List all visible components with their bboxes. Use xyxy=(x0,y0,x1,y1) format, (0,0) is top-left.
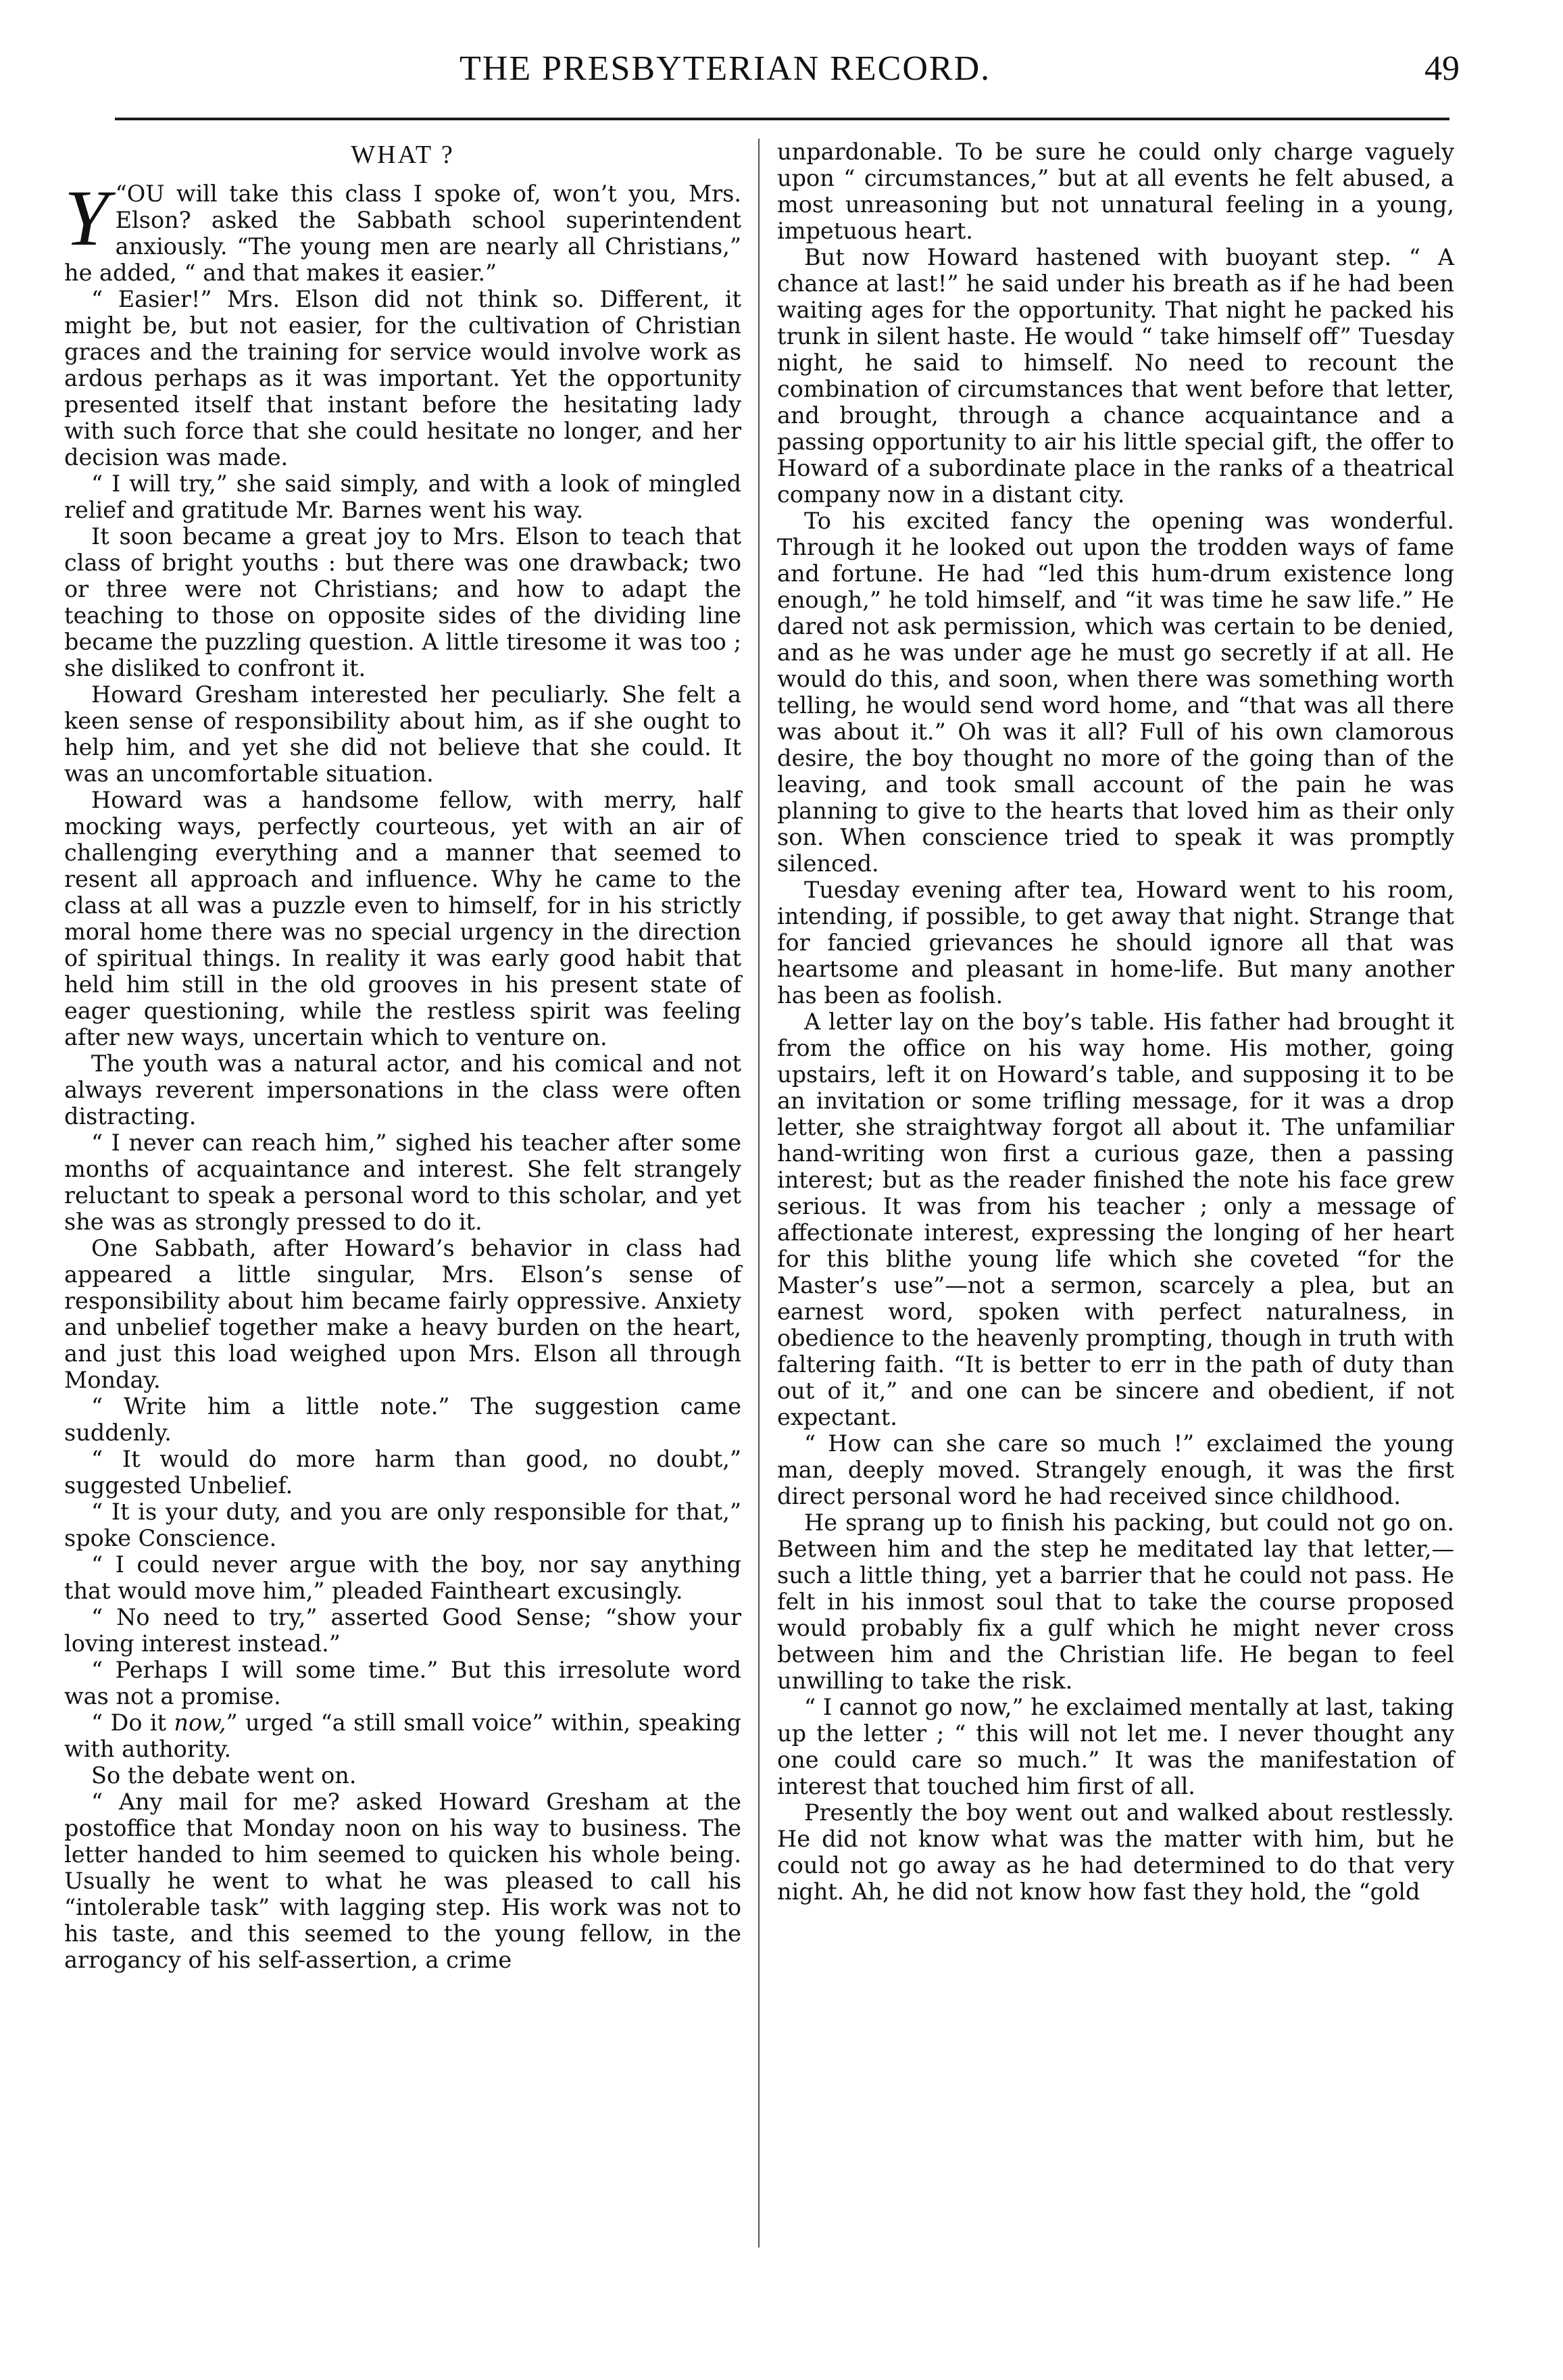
opening-quote-mark: “ xyxy=(115,180,127,207)
paragraph: “ I cannot go now,” he exclaimed mentally at last, taking up the letter ; “ this will not let me. I never thought any one could care so much.” It was the manifestation of interest that touched him first of all. xyxy=(777,1694,1454,1799)
right-column xyxy=(777,139,1454,1905)
paragraph-do-it-now xyxy=(64,1709,741,1762)
paragraph: It soon became a great joy to Mrs. Elson to teach that class of bright youths : but there was one drawback; two or three were not Christians; and how to adapt the teaching to those on opposite sides of the dividing line became the puzzling question. A little tiresome it was too ; she disliked to confront it. xyxy=(64,523,741,681)
column-rule xyxy=(758,139,760,2248)
paragraph: So the debate went on. xyxy=(91,1762,357,1789)
paragraph: Howard Gresham interested her peculiarly. She felt a keen sense of responsibility about him, as if she ought to help him, and yet she did not believe that she could. It was an uncomfortable situation. xyxy=(64,681,741,787)
paragraph: “ I never can reach him,” sighed his teacher after some months of acquaintance and interest. She felt strangely reluctant to speak a personal word to this scholar, and yet she was as strongly pressed to do it. xyxy=(64,1130,741,1235)
do-it-lead: “ Do it xyxy=(91,1709,174,1736)
paragraph: “ It would do more harm than good, no doubt,” suggested Unbelief. xyxy=(64,1446,741,1499)
paragraph: A letter lay on the boy’s table. His father had brought it from the office on his way home. His mother, going upstairs, left it on Howard’s table, and supposing it to be an invitation or some trifling message, for it was a drop letter, she straightway forgot all about it. The unfamiliar hand-writing won first a curious gaze, then a passing interest; but as the reader finished the note his face grew serious. It was from his teacher ; only a message of affectionate interest, expressing the longing of her heart for this blithe young life which she coveted “for the Master’s use”—not a sermon, scarcely a plea, but an earnest word, spoken with perfect naturalness, in obedience to the heavenly prompting, though in truth with faltering faith. “It is better to err in the path of duty than out of it,” and one can be sincere and obedient, if not expectant. xyxy=(777,1009,1454,1430)
do-it-tail: ” urged “a still small voice” within, speaking with authority. xyxy=(64,1709,741,1762)
paragraph: “ Write him a little note.” The suggestion came suddenly. xyxy=(64,1393,741,1446)
paragraph: “ How can she care so much !” exclaimed the young man, deeply moved. Strangely enough, it was the first direct personal word he had received since childhood. xyxy=(777,1430,1454,1509)
drop-cap: Y xyxy=(64,174,109,262)
page-number: 49 xyxy=(1424,49,1460,88)
paragraph: Howard was a handsome fellow, with merry, half mocking ways, perfectly courteous, yet with an air of challenging everything and a manner that seemed to resent all approach and influence. Why he came to the class at all was a puzzle even to himself, for in his strictly moral home there was no special urgency in the direction of spiritual things. In reality it was early good habit that held him still in the old grooves in his present state of eager questioning, while the restless spirit was feeling after new ways, uncertain which to venture on. xyxy=(64,787,741,1050)
paragraph: He sprang up to finish his packing, but could not go on. Between him and the step he meditated lay that letter,—such a little thing, yet a barrier that he could not pass. He felt in his inmost soul that to take the course proposed would probably fix a gulf which he might never cross between him and the Christian life. He began to feel unwilling to take the risk. xyxy=(777,1509,1454,1694)
article-title: WHAT ? xyxy=(351,141,455,169)
left-column xyxy=(64,139,741,1973)
paragraph: “ Perhaps I will some time.” But this irresolute word was not a promise. xyxy=(64,1657,741,1709)
paragraph: “ I could never argue with the boy, nor say anything that would move him,” pleaded Faintheart excusingly. xyxy=(64,1551,741,1604)
paragraph: Presently the boy went out and walked about restlessly. He did not know what was the matter with him, but he could not go away as he had determined to do that very night. Ah, he did not know how fast they hold, the “gold xyxy=(777,1799,1454,1905)
opening-paragraph xyxy=(64,174,741,286)
paragraph: “ It is your duty, and you are only responsible for that,” spoke Conscience. xyxy=(64,1499,741,1551)
running-title: THE PRESBYTERIAN RECORD. xyxy=(460,49,991,88)
paragraph: To his excited fancy the opening was wonderful. Through it he looked out upon the trodden ways of fame and fortune. He had “led this hum-drum existence long enough,” he told himself, and “it was time he saw life.” He dared not ask permission, which was certain to be denied, and as he was under age he must go secretly if at all. He would do this, and soon, when there was something worth telling, he would send word home, and “that was all there was about it.” Oh was it all? Full of his own clamorous desire, the boy thought no more of the going than of the leaving, and took small account of the pain he was planning to give to the hearts that loved him as their only son. When conscience tried to speak it was promptly silenced. xyxy=(777,508,1454,877)
paragraph: “ No need to try,” asserted Good Sense; “show your loving interest instead.” xyxy=(64,1604,741,1657)
paragraph: Tuesday evening after tea, Howard went to his room, intending, if possible, to get away that night. Strange that for fancied grievances he should ignore all that was heartsome and pleasant in home-life. But many another has been as foolish. xyxy=(777,877,1454,1009)
paragraph: “ I will try,” she said simply, and with a look of mingled relief and gratitude Mr. Barnes went his way. xyxy=(64,470,741,523)
paragraph: The youth was a natural actor, and his comical and not always reverent impersonations in the class were often distracting. xyxy=(64,1050,741,1130)
running-head xyxy=(74,42,1460,103)
paragraph: “ Easier!” Mrs. Elson did not think so. Different, it might be, but not easier, for the cultivation of Christian graces and the training for service would involve work as ardous perhaps as it was important. Yet the opportunity presented itself that instant before the hesitating lady with such force that she could hesitate no longer, and her decision was made. xyxy=(64,286,741,470)
paragraph: “ Any mail for me? asked Howard Gresham at the postoffice that Monday noon on his way to business. The letter handed to him seemed to quicken his whole being. Usually he went to what he was pleased to call his “intolerable task” with lagging step. His work was not to his taste, and this seemed to the young fellow, in the arrogancy of his self-assertion, a crime xyxy=(64,1789,741,1973)
paragraph: unpardonable. To be sure he could only charge vaguely upon “ circumstances,” but at all events he felt abused, a most unreasoning but not unnatural feeling in a young, impetuous heart. xyxy=(777,139,1454,244)
do-it-emphasis: now, xyxy=(174,1709,226,1736)
paragraph: One Sabbath, after Howard’s behavior in class had appeared a little singular, Mrs. Elson’s sense of responsibility about him became fairly oppressive. Anxiety and unbelief together make a heavy burden on the heart, and just this load weighed upon Mrs. Elson all through Monday. xyxy=(64,1235,741,1393)
header-rule xyxy=(115,118,1449,120)
paragraph: But now Howard hastened with buoyant step. “ A chance at last!” he said under his breath as if he had been waiting ages for the opportunity. That night he packed his trunk in silent haste. He would “ take himself off” Tuesday night, he said to himself. No need to recount the combination of circumstances that went before that letter, and brought, through a chance acquaintance and a passing opportunity to air his little special gift, the offer to Howard of a subordinate place in the ranks of a theatrical company now in a distant city. xyxy=(777,244,1454,508)
opening-paragraph-text: OU will take this class I spoke of, won’t you, Mrs. Elson? asked the Sabbath school superintendent anxiously. “The young men are nearly all Christians,” he added, “ and that makes it easier.” xyxy=(64,180,741,286)
